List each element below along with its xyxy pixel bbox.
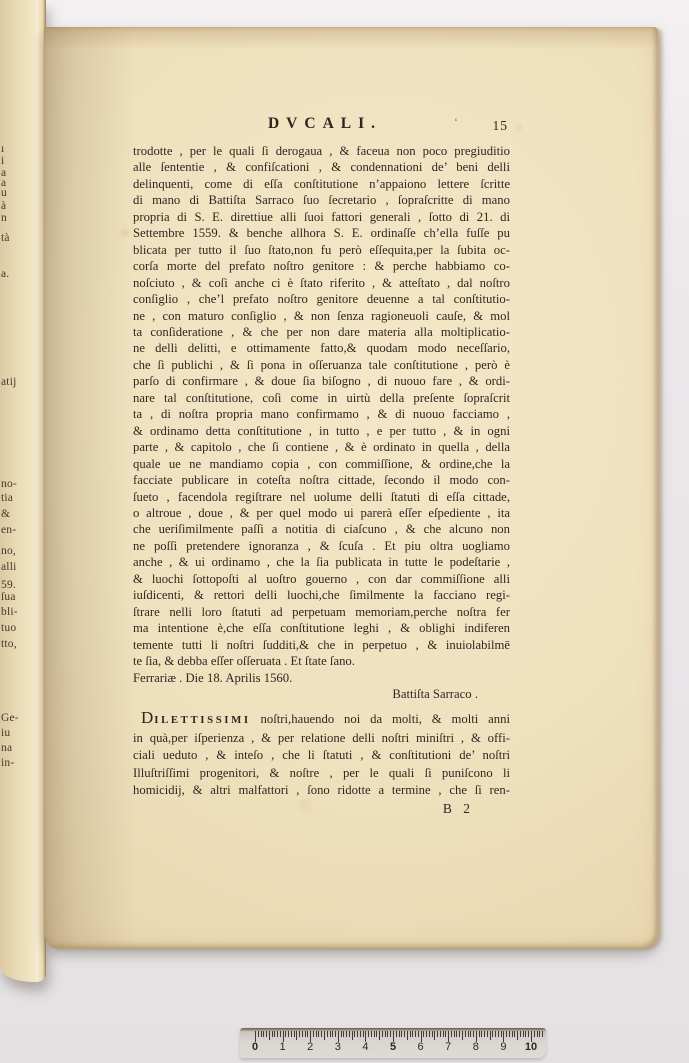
ruler-tick bbox=[434, 1031, 435, 1040]
ruler-number: 8 bbox=[472, 1041, 479, 1053]
text-line: in quà,per iſperienza , & per relatione delli noſtri miniſtri , & offi- bbox=[133, 730, 510, 745]
signature-mark-b2: B 2 bbox=[442, 800, 474, 816]
ruler-tick bbox=[318, 1031, 319, 1037]
ruler bbox=[240, 1028, 546, 1058]
ruler-tick bbox=[514, 1031, 515, 1037]
ruler-tick bbox=[534, 1031, 535, 1037]
spine-text-fragment: & bbox=[1, 508, 11, 520]
spine-text-fragment: i bbox=[1, 155, 5, 167]
text-line: ta , di noſtra propria mano confirmamo , & di nuouo facciamo , bbox=[133, 407, 510, 422]
text-line: di mano di Battiſta Sarraco ſuo ſecretario , ſopraſcritte di mano bbox=[133, 193, 510, 208]
ruler-number: 5 bbox=[389, 1041, 397, 1053]
ruler-tick bbox=[468, 1031, 469, 1037]
ruler-tick bbox=[360, 1031, 361, 1037]
text-line: trodotte , per le quali ſi derogaua , & faceua non poco pregiuditio bbox=[133, 144, 510, 158]
ruler-tick bbox=[291, 1031, 292, 1037]
spine-text-fragment: ſua bbox=[1, 591, 16, 603]
spine-text-fragment: iu bbox=[1, 727, 11, 739]
running-head bbox=[133, 115, 510, 137]
text-line: che ſi publichi , & ſi pona in oſſeruanza tale conſtitutione , però è bbox=[133, 357, 510, 372]
spine-text-fragment: à bbox=[1, 200, 7, 212]
ruler-number: 1 bbox=[279, 1041, 286, 1053]
ruler-tick bbox=[330, 1031, 331, 1037]
text-line: corſa morte del prefato noſtro genitore : & perche habbiamo co- bbox=[133, 259, 510, 274]
ruler-number: 10 bbox=[524, 1041, 538, 1053]
ruler-tick bbox=[495, 1031, 496, 1037]
ruler-tick bbox=[454, 1031, 455, 1037]
ruler-tick bbox=[363, 1031, 364, 1037]
paragraph-2-first-line bbox=[133, 709, 510, 730]
ruler-tick bbox=[346, 1031, 347, 1037]
spine-text-fragment: tto, bbox=[1, 638, 17, 650]
running-head-title: DVCALI. bbox=[267, 115, 383, 132]
ruler-tick bbox=[523, 1031, 524, 1037]
ruler-tick bbox=[539, 1031, 540, 1037]
ruler-tick bbox=[520, 1031, 521, 1037]
spine-text-fragment: u bbox=[1, 187, 7, 199]
ruler-tick bbox=[332, 1031, 333, 1037]
spine-text-fragment: Ge- bbox=[1, 712, 19, 724]
ruler-tick bbox=[305, 1031, 306, 1037]
ruler-tick bbox=[487, 1031, 488, 1037]
text-line: facciate publicare in coteſta noſtra cittade, ſecondo il modo con- bbox=[133, 473, 510, 488]
ruler-tick bbox=[456, 1031, 457, 1037]
ruler-tick bbox=[354, 1031, 355, 1037]
ruler-tick bbox=[465, 1031, 466, 1037]
spine-text-fragment: tuo bbox=[1, 622, 17, 634]
ruler-tick bbox=[390, 1031, 391, 1037]
ruler-tick bbox=[341, 1031, 342, 1037]
spine-text-fragment: n bbox=[1, 212, 7, 224]
ruler-number: 9 bbox=[500, 1041, 507, 1053]
ruler-tick bbox=[371, 1031, 372, 1037]
page-number: 15 bbox=[492, 118, 508, 133]
spine-text-fragment: a. bbox=[1, 268, 10, 280]
text-line: temente tutti li noſtri ſudditi,& che in perpetuo , & inuiolabilmē bbox=[133, 637, 510, 652]
ruler-tick bbox=[385, 1031, 386, 1037]
text-line: ſueto , facendola regiſtrare nel uolume delli ſtatuti di eſſa cittade, bbox=[133, 489, 510, 504]
ruler-number: 6 bbox=[417, 1041, 424, 1053]
text-line: alle ſententie , & confiſcationi , & condennationi de’ beni delli bbox=[133, 160, 510, 175]
ruler-tick bbox=[498, 1031, 499, 1037]
paragraph-1 bbox=[133, 143, 510, 653]
ruler-numbers bbox=[240, 1041, 546, 1057]
ruler-tick bbox=[374, 1031, 375, 1037]
ruler-tick bbox=[490, 1031, 491, 1040]
ruler-tick bbox=[357, 1031, 358, 1037]
ruler-tick bbox=[324, 1031, 325, 1040]
ruler-tick bbox=[368, 1031, 369, 1037]
ruler-tick bbox=[382, 1031, 383, 1037]
ruler-tick bbox=[399, 1031, 400, 1037]
text-line: Illuſtriſſimi progenitori, & noſtre , per le quali ſi puniſcono li bbox=[133, 765, 510, 780]
ruler-tick bbox=[349, 1031, 350, 1037]
ruler-tick bbox=[307, 1031, 308, 1037]
spine-text-fragment: a bbox=[1, 177, 7, 189]
ruler-tick bbox=[418, 1031, 419, 1037]
drop-cap: D bbox=[141, 708, 155, 728]
spine-text-fragment: tia bbox=[1, 492, 14, 504]
ruler-tick bbox=[376, 1031, 377, 1037]
ruler-tick bbox=[258, 1031, 259, 1037]
spine-text-fragment: a bbox=[1, 167, 7, 179]
text-line: noſciuto , & coſi anche ci è ſtato riferito , & atteſtato , dal noſtro bbox=[133, 275, 510, 290]
ruler-tick bbox=[266, 1031, 267, 1037]
small-caps-word: ILETTISSIMI bbox=[154, 714, 251, 727]
ruler-tick bbox=[492, 1031, 493, 1037]
ruler-tick bbox=[302, 1031, 303, 1037]
ruler-tick bbox=[335, 1031, 336, 1037]
ruler-tick bbox=[473, 1031, 474, 1037]
ruler-tick bbox=[401, 1031, 402, 1037]
ruler-tick bbox=[481, 1031, 482, 1037]
ruler-tick bbox=[316, 1031, 317, 1037]
text-line: ne poſſi pretendere ignoranza , & ſcuſa . Et piu oltra uogliamo bbox=[133, 538, 510, 553]
text-line: & ordinamo detta conſtitutione , in tutto , e per tutto , & in ogni bbox=[133, 423, 510, 438]
ruler-tick bbox=[272, 1031, 273, 1037]
ruler-tick bbox=[396, 1031, 397, 1037]
text-line: parſo di confirmare , & doue ſia biſogno , di nuouo fare , & ordi- bbox=[133, 374, 510, 389]
ruler-tick bbox=[528, 1031, 529, 1037]
stain-spot bbox=[514, 123, 524, 132]
ruler-tick bbox=[343, 1031, 344, 1037]
ruler-tick bbox=[269, 1031, 270, 1040]
ruler-tick bbox=[296, 1031, 297, 1040]
text-line: anche , & ui ordinamo , che la ſia publicata in tutte le podeſtarie , bbox=[133, 555, 510, 570]
text-line: ne , con maturo conſiglio , & non ſenza ragioneuoli cauſe, & mol bbox=[133, 308, 510, 323]
ruler-tick bbox=[410, 1031, 411, 1037]
ruler-tick bbox=[517, 1031, 518, 1040]
ruler-tick bbox=[321, 1031, 322, 1037]
paragraph-2-lines bbox=[133, 730, 510, 800]
ruler-tick bbox=[412, 1031, 413, 1037]
ruler-tick bbox=[387, 1031, 388, 1037]
ruler-tick bbox=[288, 1031, 289, 1037]
spine-text-fragment: ı bbox=[1, 143, 5, 155]
paragraph-gap bbox=[133, 702, 510, 709]
ruler-tick bbox=[451, 1031, 452, 1037]
ruler-tick bbox=[299, 1031, 300, 1037]
text-line: iuſdicenti, & rettori delli luochi,che ſimilmente la facciano regi- bbox=[133, 588, 510, 603]
recto-page bbox=[44, 27, 658, 948]
ruler-tick bbox=[274, 1031, 275, 1037]
stray-ink-mark: ‘ bbox=[454, 115, 458, 129]
ruler-tick bbox=[506, 1031, 507, 1037]
text-line: blicata per tutto il ſuo ſtato,non fu però eſſequita,per la ſubita oc- bbox=[133, 242, 510, 257]
ruler-number: 0 bbox=[251, 1041, 259, 1053]
ruler-tick bbox=[313, 1031, 314, 1037]
spine-text-fragment: na bbox=[1, 742, 13, 754]
spine-text-fragment: no- bbox=[1, 478, 17, 490]
ruler-tick bbox=[462, 1031, 463, 1040]
paragraph-2 bbox=[133, 709, 510, 817]
ruler-tick bbox=[542, 1031, 543, 1037]
spine-text-fragment: alli bbox=[1, 561, 17, 573]
ruler-tick bbox=[440, 1031, 441, 1037]
spine-text-fragment: atij bbox=[1, 376, 17, 388]
ruler-tick bbox=[285, 1031, 286, 1037]
ruler-number: 7 bbox=[445, 1041, 452, 1053]
paragraph-1-last-line: te ſia, & debba eſſer oſſeruata . Et ſtate ſano. bbox=[133, 654, 355, 669]
verso-page-edge bbox=[0, 0, 46, 982]
ruler-tick bbox=[261, 1031, 262, 1037]
text-line: che ueriſimilmente paſſi a notitia di ciaſcuno , & che alcuno non bbox=[133, 522, 510, 537]
ruler-tick bbox=[277, 1031, 278, 1037]
ruler-tick bbox=[327, 1031, 328, 1037]
ruler-tick bbox=[445, 1031, 446, 1037]
text-line: ne delli delitti, e ottimamente fatto,& quodam modo neceſſario, bbox=[133, 341, 510, 356]
text-line: nare tal conſtitutione, coſi come in uirtù della preſente ſopraſcrit bbox=[133, 390, 510, 405]
ruler-tick bbox=[459, 1031, 460, 1037]
ruler-tick bbox=[484, 1031, 485, 1037]
ruler-tick bbox=[437, 1031, 438, 1037]
spine-text-fragment: no, bbox=[1, 545, 16, 557]
text-line: & luochi ſottopoſti al uoſtro gouerno , con dar commiſſione alli bbox=[133, 571, 510, 586]
spine-text-fragment: en- bbox=[1, 524, 17, 536]
spine-text-fragment: 59. bbox=[1, 579, 16, 591]
ruler-tick bbox=[512, 1031, 513, 1037]
ruler-tick bbox=[432, 1031, 433, 1037]
ruler-tick bbox=[379, 1031, 380, 1040]
ruler-tick bbox=[501, 1031, 502, 1037]
ruler-tick bbox=[294, 1031, 295, 1037]
ruler-tick bbox=[407, 1031, 408, 1040]
text-line: Settembre 1559. & benche allhora S. E. ordinaſſe ch’ella fuſſe pu bbox=[133, 226, 510, 241]
spine-text-fragment: in- bbox=[1, 757, 15, 769]
spine-text-fragment: bli- bbox=[1, 606, 18, 618]
text-line: quale ue ne mandiamo copia , con commiſſione, & ordine,che la bbox=[133, 456, 510, 471]
ruler-tick bbox=[509, 1031, 510, 1037]
text-line: propria di S. E. direttiue alli ſuoi fattori generali , ſotto di 21. di bbox=[133, 209, 510, 224]
ruler-tick bbox=[443, 1031, 444, 1037]
text-line: parte , & capitolo , che ſi contiene , & è ordinato in quella , della bbox=[133, 440, 510, 455]
ruler-tick bbox=[352, 1031, 353, 1040]
ruler-tick bbox=[429, 1031, 430, 1037]
first-line-rest: noſtri,hauendo noi da molti, & molti anni bbox=[250, 712, 510, 727]
stain-spot bbox=[118, 227, 132, 239]
ruler-tick bbox=[525, 1031, 526, 1037]
ruler-tick bbox=[537, 1031, 538, 1037]
text-line: ta conſideratione , & che per non dare materia alla moltiplicatio- bbox=[133, 324, 510, 339]
text-line: homicidij, & altri malfattori , ſono ridotte a termine , che ſi ren- bbox=[133, 783, 510, 798]
text-line: ſtrare nelli loro ſtatuti ad perpetuam memoriam,perche noſtra fer bbox=[133, 604, 510, 619]
ruler-tick bbox=[426, 1031, 427, 1037]
ruler-tick bbox=[470, 1031, 471, 1037]
text-line: ciali ueduto , & inteſo , che li ſtatuti , & conſtitutioni de’ noſtri bbox=[133, 748, 510, 763]
text-line: conſiglio , che’l prefato noſtro genitore deuenne a tal conſtitutio- bbox=[133, 292, 510, 307]
ruler-number: 3 bbox=[334, 1041, 341, 1053]
dateline: Ferrariæ . Die 18. Aprilis 1560. bbox=[133, 670, 293, 685]
ruler-tick bbox=[280, 1031, 281, 1037]
ruler-tick bbox=[423, 1031, 424, 1037]
text-line: delinquenti, come di eſſa conſtitutione n’appaiono lettere ſcritte bbox=[133, 176, 510, 191]
ruler-tick bbox=[479, 1031, 480, 1037]
ruler-tick bbox=[415, 1031, 416, 1037]
spine-text-fragment: tà bbox=[1, 232, 10, 244]
signature-line: Battiſta Sarraco . bbox=[392, 686, 478, 701]
text-line: ma intentione è,che eſſa conſtitutione leghi , & oblighi indiferen bbox=[133, 621, 510, 636]
ruler-number: 2 bbox=[307, 1041, 314, 1053]
ruler-tick bbox=[263, 1031, 264, 1037]
text-block bbox=[133, 143, 510, 817]
text-line: o altroue , doue , & per quel modo ui parerà eſſer eſpediente , ita bbox=[133, 505, 510, 520]
ruler-tick bbox=[404, 1031, 405, 1037]
ruler-number: 4 bbox=[362, 1041, 369, 1053]
